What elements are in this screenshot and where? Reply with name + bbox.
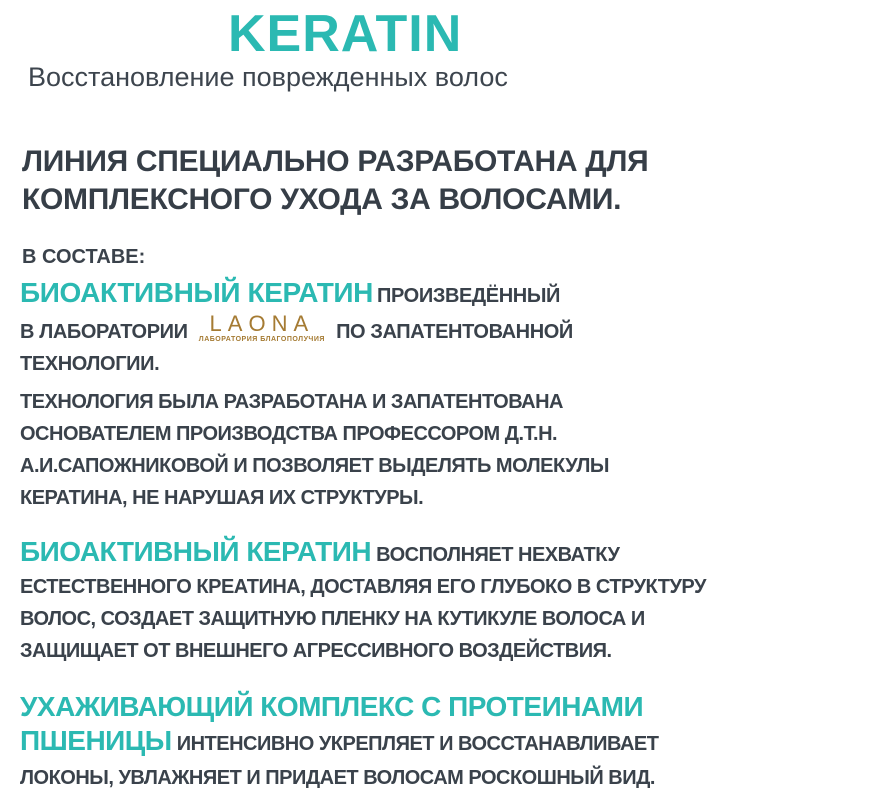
keratin-block — [20, 276, 573, 379]
technology-line-4: КЕРАТИНА, НЕ НАРУШАЯ ИХ СТРУКТУРЫ. — [20, 487, 424, 509]
technology-line-1: ТЕХНОЛОГИЯ БЫЛА РАЗРАБОТАНА И ЗАПАТЕНТОВАНА — [20, 391, 563, 413]
laona-logo-tagline: ЛАБОРАТОРИЯ БЛАГОПОЛУЧИЯ — [198, 336, 325, 344]
subtitle: Восстановление поврежденных волос — [28, 62, 508, 92]
keratin-line-1 — [20, 276, 573, 315]
bioactive-line-1-rest: ВОСПОЛНЯЕТ НЕХВАТКУ — [376, 544, 620, 566]
technology-line-3: А.И.САПОЖНИКОВОЙ И ПОЗВОЛЯЕТ ВЫДЕЛЯТЬ МОЛЕКУЛЫ — [20, 455, 609, 477]
keratin-line-2-start: В ЛАБОРАТОРИИ — [20, 321, 188, 343]
headline-line-2: КОМПЛЕКСНОГО УХОДА ЗА ВОЛОСАМИ. — [22, 183, 622, 216]
keratin-highlight: БИОАКТИВНЫЙ КЕРАТИН — [20, 277, 373, 308]
bioactive-line-3: ВОЛОС, СОЗДАЕТ ЗАЩИТНУЮ ПЛЕНКУ НА КУТИКУЛЕ ВОЛОСА И — [20, 608, 645, 630]
bioactive-line-1 — [20, 536, 706, 571]
laona-logo — [199, 313, 325, 344]
headline — [22, 143, 648, 219]
complex-line-2 — [20, 724, 659, 761]
headline-line-1: ЛИНИЯ СПЕЦИАЛЬНО РАЗРАБОТАНА ДЛЯ — [22, 145, 649, 178]
composition-label: В СОСТАВЕ: — [22, 246, 146, 268]
complex-line-3: ЛОКОНЫ, УВЛАЖНЯЕТ И ПРИДАЕТ ВОЛОСАМ РОСКОШНЫЙ ВИД. — [20, 767, 655, 789]
laona-logo-word: LAONA — [209, 311, 315, 337]
bioactive-line-4: ЗАЩИЩАЕТ ОТ ВНЕШНЕГО АГРЕССИВНОГО ВОЗДЕЙСТВИЯ. — [20, 640, 612, 662]
keratin-line-2 — [20, 311, 573, 349]
bioactive-line-2: ЕСТЕСТВЕННОГО КРЕАТИНА, ДОСТАВЛЯЯ ЕГО ГЛУБОКО В СТРУКТУРУ — [20, 576, 706, 598]
keratin-line-1-rest: ПРОИЗВЕДЁННЫЙ — [377, 285, 560, 307]
complex-paragraph — [20, 690, 659, 795]
bioactive-highlight: БИОАКТИВНЫЙ КЕРАТИН — [20, 536, 372, 567]
technology-paragraph — [20, 386, 609, 514]
bioactive-paragraph — [20, 536, 706, 667]
complex-line-2-rest: ИНТЕНСИВНО УКРЕПЛЯЕТ И ВОССТАНАВЛИВАЕТ — [176, 733, 659, 755]
complex-highlight-line-1: УХАЖИВАЮЩИЙ КОМПЛЕКС С ПРОТЕИНАМИ — [20, 691, 644, 722]
keratin-line-3: ТЕХНОЛОГИИ. — [20, 353, 160, 375]
keratin-line-2-end: ПО ЗАПАТЕНТОВАННОЙ — [336, 321, 573, 343]
technology-line-2: ОСНОВАТЕЛЕМ ПРОИЗВОДСТВА ПРОФЕССОРОМ Д.Т.Н. — [20, 423, 558, 445]
brand-title: KERATIN — [228, 5, 463, 63]
complex-highlight-line-2: ПШЕНИЦЫ — [20, 725, 172, 756]
